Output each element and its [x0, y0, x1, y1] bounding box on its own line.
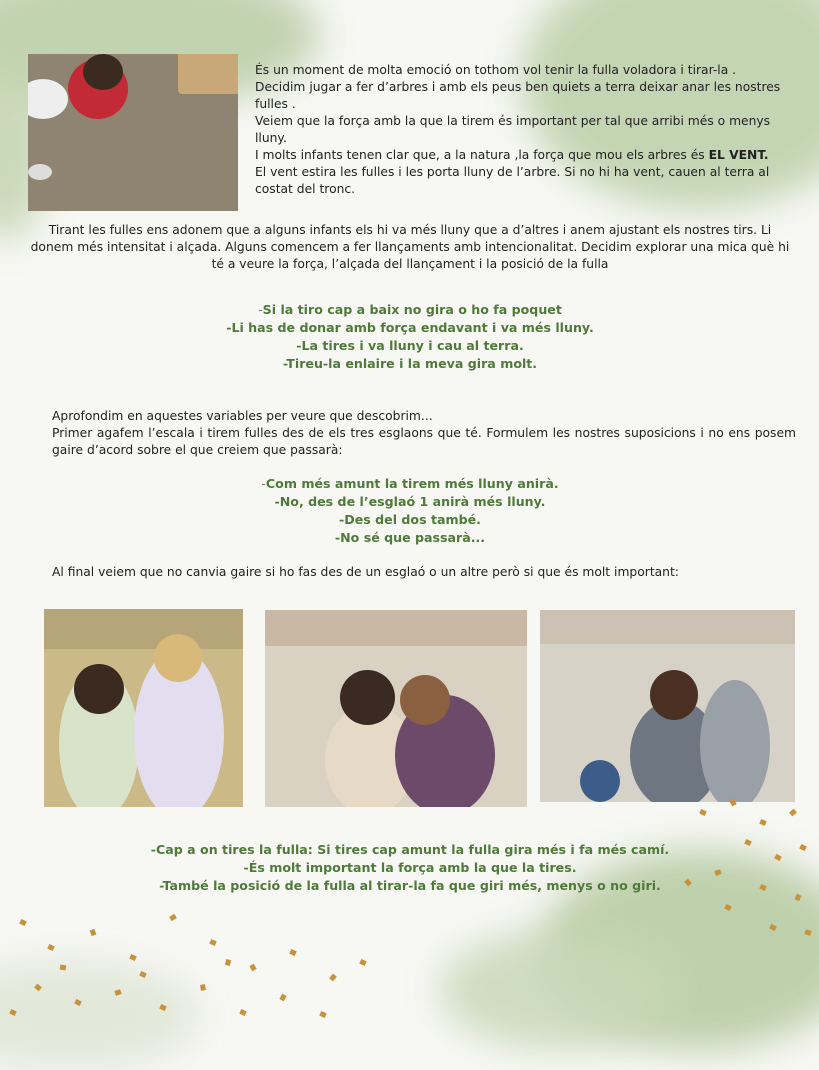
paragraph-variables [52, 408, 796, 459]
quote-text: Com més amunt la tirem més lluny anirà. [265, 476, 559, 491]
paragraph-throwing: Tirant les fulles ens adonem que a alguns infants els hi va més lluny que a d’altres i anem ajustant els nostres tirs. Li donem més intensitat i alçada. Alguns comencem a fer llançaments amb intencionalitat. Decidim explorar una mica què hi té a veure la força, l’alçada del llançament i la posició de la fulla [30, 223, 790, 271]
intro-line: És un moment de molta emoció on tothom vol tenir la fulla voladora i tirar-la . [255, 63, 737, 77]
paragraph-line: Aprofondim en aquestes variables per veure que descobrim... [52, 409, 433, 423]
quote: -Tireu-la enlaire i la meva gira molt. [282, 356, 538, 371]
quote-dash: - [261, 476, 266, 491]
intro-text [255, 62, 800, 198]
paragraph-line: Primer agafem l’escala i tirem fulles des de els tres esglaons que té. Formulem les nostres suposicions i no ens posem gaire d’acord sobre el que creiem que passarà: [52, 426, 796, 457]
quote: -Li has de donar amb força endavant i va més lluny. [226, 320, 594, 335]
intro-line [255, 147, 800, 164]
children-quotes-2 [200, 475, 620, 547]
quote: -Des del dos també. [339, 512, 481, 527]
quote-dash: - [258, 302, 263, 317]
quote: -La tires i va lluny i cau al terra. [296, 338, 524, 353]
quote-text: Si la tiro cap a baix no gira o ho fa poquet [262, 302, 562, 317]
intro-line: El vent estira les fulles i les porta lluny de l’arbre. Si no hi ha vent, cauen al terra al costat del tronc. [255, 165, 770, 196]
intro-line: Veiem que la força amb la que la tirem és important per tal que arribi més o menys lluny. [255, 114, 771, 145]
quote [200, 475, 620, 493]
el-vent-emphasis: EL VENT. [708, 148, 769, 162]
quote [200, 301, 620, 319]
watercolor-wash [440, 930, 680, 1050]
conclusion: -És molt important la força amb la que la tires. [243, 860, 577, 875]
children-quotes-1 [200, 301, 620, 373]
photo-children-back-to-back [44, 609, 243, 807]
quote: -No sé que passarà... [334, 530, 486, 545]
quote: -No, des de l’esglaó 1 anirà més lluny. [274, 494, 546, 509]
paragraph-result: Al final veiem que no canvia gaire si ho fas des de un esglaó o un altre però si que és molt important: [52, 565, 679, 579]
conclusion: -Cap a on tires la fulla: Si tires cap amunt la fulla gira més i fa més camí. [150, 842, 670, 857]
conclusions [120, 841, 700, 895]
photo-children-throwing [265, 610, 527, 807]
conclusion: -També la posició de la fulla al tirar-la fa que giri més, menys o no giri. [159, 878, 661, 893]
intro-line-text: I molts infants tenen clar que, a la natura ,la força que mou els arbres és [255, 148, 709, 162]
photo-children-arms-up [540, 610, 795, 802]
photo-child-crouching [28, 54, 238, 211]
watercolor-wash [0, 960, 200, 1070]
intro-line: Decidim jugar a fer d’arbres i amb els peus ben quiets a terra deixar anar les nostres fulles . [255, 80, 781, 111]
